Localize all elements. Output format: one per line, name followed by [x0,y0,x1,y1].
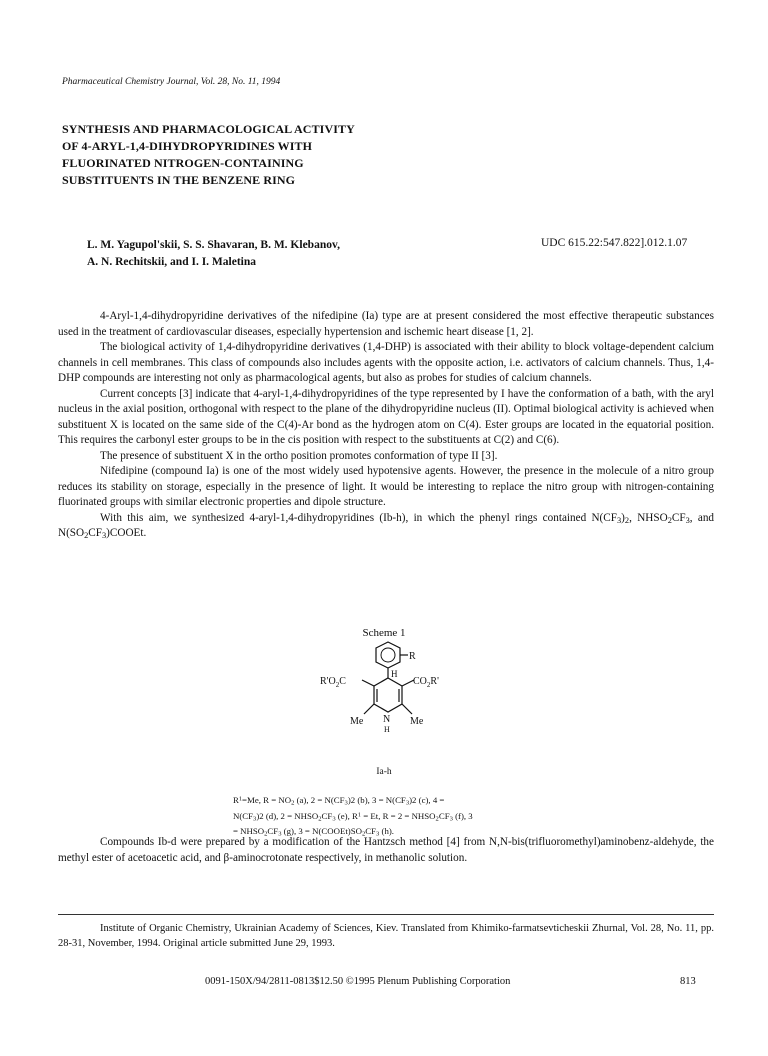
paragraph-5: Nifedipine (compound Ia) is one of the most widely used hypotensive agents. However, the presence in the molecule of a nitro group reduces its stability on storage, especially in the presence of light. It would be interesting to replace the nitro group with nitrogen-containing fluorinated groups with similar electronic properties and dipole structure. [58,465,714,508]
article-body [58,309,714,542]
journal-header: Pharmaceutical Chemistry Journal, Vol. 28, No. 11, 1994 [62,77,281,87]
title-line-4: SUBSTITUENTS IN THE BENZENE RING [62,173,296,187]
paragraph-2: The biological activity of 1,4-dihydropyridine derivatives (1,4-DHP) is associated with their ability to block voltage-dependent calcium channels in cell membranes. This class of compounds also includes agents with the opposite action, i.e. activators of calcium channels. Thus, 1,4-DHP compounds are interesting not only as pharmacological agents, but also as probes for studies of calcium channels. [58,341,714,384]
udc-code: UDC 615.22:547.822].012.1.07 [541,237,688,249]
legend-line-2: $N(CF_3)2$ (d), $2 = NHSO_2CF_3$ (e), $R^1 = Et$, $R = 2 = NHSO_2CF_3$ (f), 3 [233,810,473,823]
title-line-1: SYNTHESIS AND PHARMACOLOGICAL ACTIVITY [62,122,355,136]
chemical-structure [318,640,448,760]
authors [87,237,340,271]
paragraph-3: Current concepts [3] indicate that 4-aryl-1,4-dihydropyridines of the type represented by I have the conformation of a bath, with the aryl nucleus in the axial position, orthogonal with respect to the plane of the dihydropyridine nucleus (II). Optimal biological activity is achieved when substituent X is located on the same side of the C(4)-Ar bond as the hydrogen atom on C(4). Ester groups are located in the equatorial position. This requires the carbonyl ester groups to be in the cis position with respect to the substituents at C(2) and C(6). [58,387,714,446]
copyright-line: 0091-150X/94/2811-0813$12.50 ©1995 Plenum Publishing Corporation [205,976,511,987]
scheme-title: Scheme 1 [362,627,406,639]
authors-line-2: A. N. Rechitskii, and I. I. Maletina [87,256,256,268]
scheme-legend [233,793,543,840]
atom-nh: H [384,725,390,734]
ester-left: $R'O_2C$ [320,676,346,689]
paragraph-1: 4-Aryl-1,4-dihydropyridine derivatives of the nifedipine (Ia) type are at present considered the most effective therapeutic substances used in the treatment of cardiovascular diseases, especially hypertension and ischemic heart disease [1, 2]. [58,310,714,338]
legend-line-3: = $NHSO_2CF_3$ (g), $3 = N(COOEt)SO_2CF_3$ (h). [233,826,394,838]
methyl-left: Me [350,716,364,727]
page-number: 813 [680,976,696,987]
footnote-text: Institute of Organic Chemistry, Ukrainian Academy of Sciences, Kiev. Translated from Khimiko-farmatsevticheskii Zhurnal, Vol. 28, No. 11, pp. 28-31, November, 1994. Original article submitted June 29, 1993. [58,923,714,949]
atom-h4: H [391,669,398,679]
atom-r: R [409,651,416,662]
title-line-2: OF 4-ARYL-1,4-DIHYDROPYRIDINES WITH [62,139,313,153]
article-title [62,121,582,189]
after-scheme-text [58,835,714,866]
methyl-right: Me [410,716,424,727]
legend-line-1: $R^1=Me$, $R = NO_2$ (a), $2 = N(CF_3)2$ (b), $3 = N(CF_3)2$ (c), 4 = [233,795,445,807]
paragraph-6: With this aim, we synthesized 4-aryl-1,4-dihydropyridines (Ib-h), in which the phenyl rings contained $N(CF_3)_2$, $NHSO_2CF_3$, and $N(SO_2CF_3)COOEt$. [58,511,715,541]
paragraph-4: The presence of substituent X in the ortho position promotes conformation of type II [3]. [100,449,498,462]
footnote-rule [58,914,714,915]
footnote [58,921,714,951]
atom-n: N [383,714,391,725]
title-line-3: FLUORINATED NITROGEN-CONTAINING [62,156,304,170]
paragraph-7: Compounds Ib-d were prepared by a modification of the Hantzsch method [4] from N,N-bis(trifluoromethyl)aminobenz-aldehyde, the methyl ester of acetoacetic acid, and β-aminocrotonate respectively, in methanolic solution. [58,836,714,864]
authors-line-1: L. M. Yagupol'skii, S. S. Shavaran, B. M. Klebanov, [87,239,340,251]
scheme-label: Ia-h [376,767,392,777]
ester-right: $CO_2R'$ [413,676,439,689]
